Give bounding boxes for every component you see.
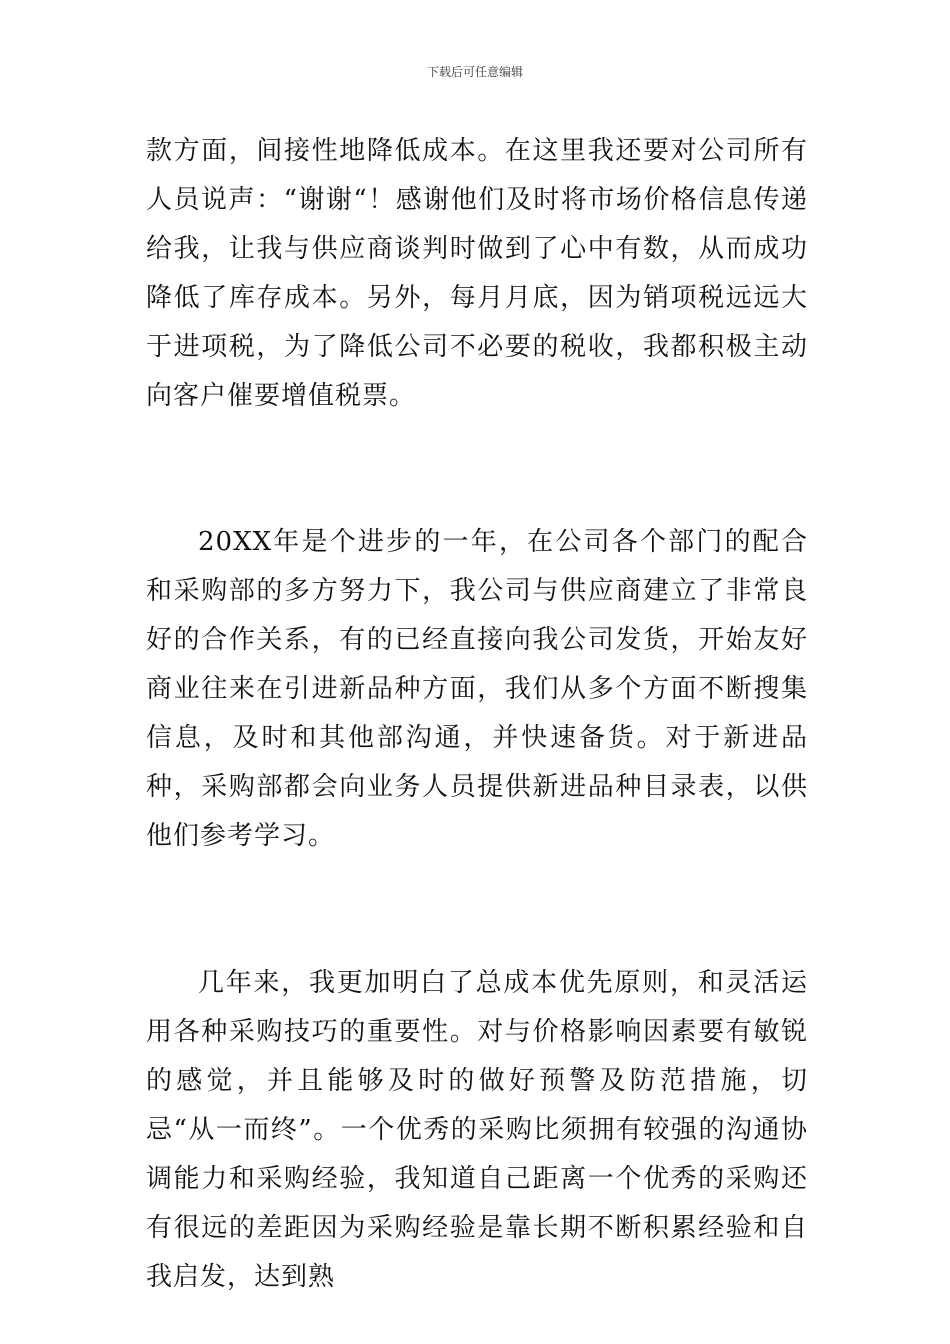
paragraph-3: 几年来，我更加明白了总成本优先原则，和灵活运用各种采购技巧的重要性。对与价格影响因素要有敏锐的感觉，并且能够及时的做好预警及防范措施，切忌“从一而终”。一个优秀的采购比须拥有较强的沟通协调能力和采购经验，我知道自己距离一个优秀的采购还有很远的差距因为采购经验是靠长期不断积累经验和自我启发，达到熟 (146, 968, 808, 1292)
page-header: 下载后可任意编辑 (426, 65, 523, 79)
paragraph-1: 款方面，间接性地降低成本。在这里我还要对公司所有人员说声：“谢谢“！感谢他们及时将市场价格信息传递给我，让我与供应商谈判时做到了心中有数，从而成功降低了库存成本。另外，每月月底，因为销项税远远大于进项税，为了降低公司不必要的税收，我都积极主动向客户催要增值税票。 (146, 136, 808, 411)
paragraph-gap (146, 861, 808, 959)
paragraph-gap (146, 421, 808, 518)
document-body (146, 127, 808, 1302)
paragraph-2: 20XX年是个进步的一年，在公司各个部门的配合和采购部的多方努力下，我公司与供应商建立了非常良好的合作关系，有的已经直接向我公司发货，开始友好商业往来在引进新品种方面，我们从多个方面不断搜集信息，及时和其他部沟通，并快速备货。对于新进品种，采购部都会向业务人员提供新进品种目录表，以供他们参考学习。 (146, 527, 808, 851)
